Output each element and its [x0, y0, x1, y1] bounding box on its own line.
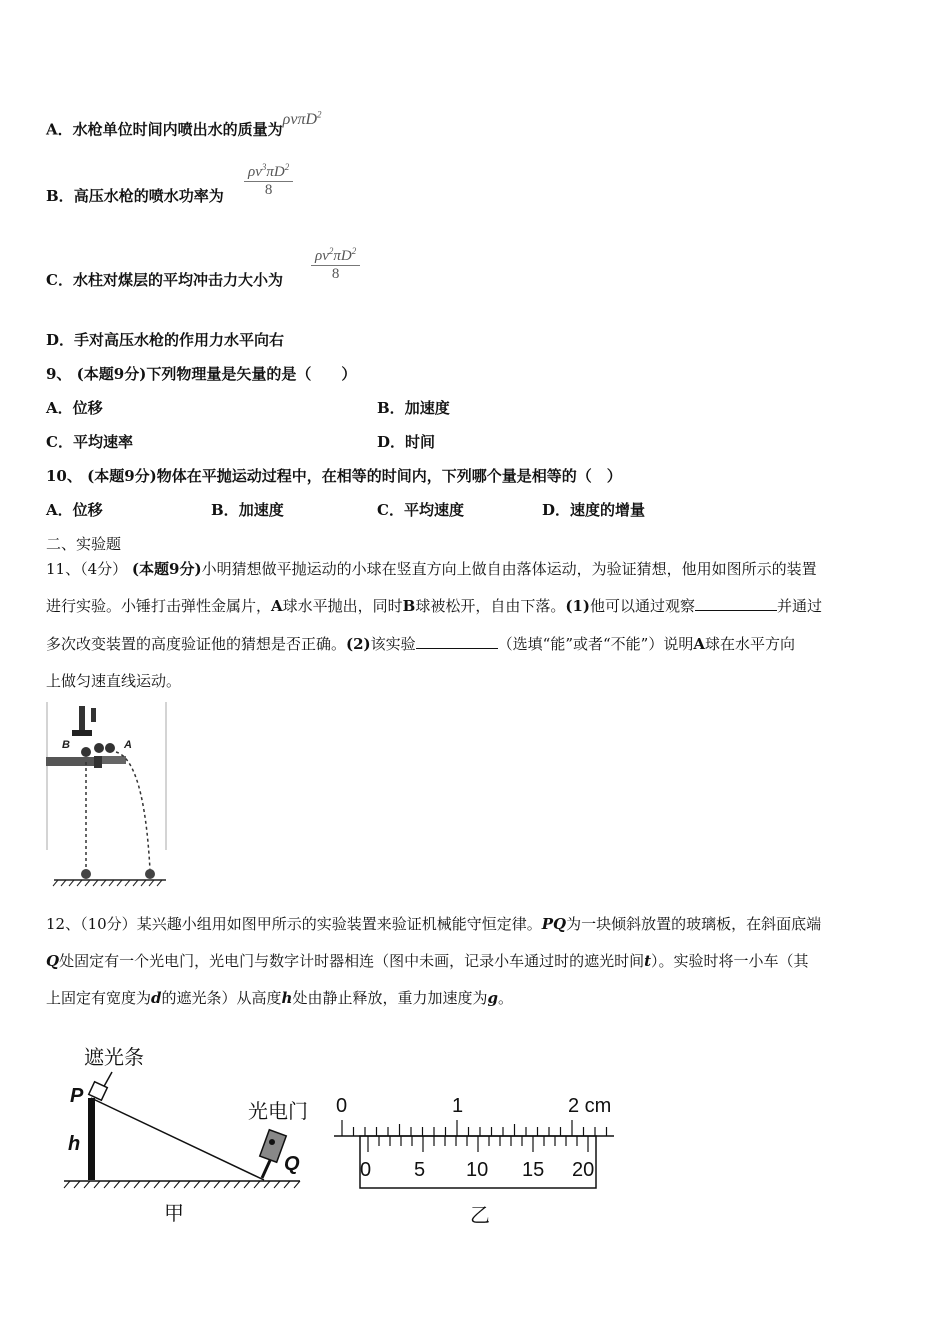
label-shading-strip: 遮光条: [84, 1047, 144, 1069]
vernier-label-0: 0: [360, 1159, 372, 1181]
q10-option-d: D．速度的增量: [542, 501, 646, 519]
section-title: 二、实验题: [46, 535, 122, 553]
q9-option-d: D．时间: [377, 433, 436, 451]
q11-line-4: 上做匀速直线运动。: [46, 672, 182, 690]
incline-figure-jia: [60, 1038, 310, 1228]
q8-option-a: A．水枪单位时间内喷出水的质量为ρvπD$^2$: [46, 110, 322, 139]
q11-line-1: 11、（4分） (本题9分)小明猜想做平抛运动的小球在竖直方向上做自由落体运动，为验证猜想，他用如图所示的装置: [46, 560, 817, 578]
vernier-label-5: 5: [414, 1159, 426, 1181]
q12-line-3: 上固定有宽度为d的遮光条）从高度h处由静止释放，重力加速度为g。: [46, 989, 513, 1007]
label-q: Q: [284, 1153, 300, 1175]
ball-a: [105, 743, 115, 753]
q9-option-c: C．平均速率: [46, 433, 133, 451]
label-a: A: [124, 739, 132, 751]
q11-line-3: 多次改变装置的高度验证他的猜想是否正确。(2)该实验 （选填“能”或者“不能”）说明A球在水平方向: [46, 635, 796, 653]
main-scale-2: 2 cm: [568, 1095, 612, 1117]
q8-option-d: D．手对高压水枪的作用力水平向右: [46, 331, 285, 349]
ball-b: [81, 747, 91, 757]
option-c-formula: $\frac{\rho v^2\pi D^2}{8}$: [311, 246, 360, 283]
photogate-device: [260, 1130, 286, 1162]
vernier-label-20: 20: [572, 1159, 595, 1181]
caption-jia: 甲: [164, 1203, 184, 1225]
vernier-caliper-figure-yi: [330, 1088, 630, 1228]
q10-option-a: A．位移: [46, 501, 103, 519]
label-p: P: [70, 1085, 84, 1107]
label-b: B: [62, 739, 70, 751]
q9-option-a: A．位移: [46, 399, 103, 417]
main-scale-1: 1: [452, 1095, 464, 1117]
q12-line-1: 12、（10分）某兴趣小组用如图甲所示的实验装置来验证机械能守恒定律。PQ为一块倾斜放置的玻璃板，在斜面底端: [46, 915, 822, 933]
q11-line-2: 进行实验。小锤打击弹性金属片，A球水平抛出，同时B球被松开，自由下落。(1)他可以通过观察 并通过: [46, 597, 823, 615]
q10-option-c: C．平均速度: [377, 501, 464, 519]
main-scale-0: 0: [336, 1095, 348, 1117]
projectile-apparatus-figure: [44, 700, 170, 890]
option-b-formula: $\frac{\rho v^3\pi D^2}{8}$: [244, 162, 293, 199]
caption-yi: 乙: [470, 1205, 490, 1227]
option-a-formula: ρvπD$^2$: [282, 110, 322, 129]
answer-blank-1[interactable]: [695, 596, 777, 611]
q8-option-b: B．高压水枪的喷水功率为: [46, 187, 224, 205]
q9-option-b: B．加速度: [377, 399, 450, 417]
answer-blank-2[interactable]: [416, 634, 498, 649]
q10-option-b: B．加速度: [211, 501, 284, 519]
label-photogate: 光电门: [248, 1101, 308, 1123]
q8-option-c: C．水柱对煤层的平均冲击力大小为: [46, 271, 283, 289]
vernier-label-15: 15: [522, 1159, 545, 1181]
q12-line-2: Q处固定有一个光电门，光电门与数字计时器相连（图中未画，记录小车通过时的遮光时间t）。实验时将一小车（其: [46, 952, 809, 970]
label-h: h: [68, 1133, 81, 1155]
q10-stem: 10、 (本题9分)物体在平抛运动过程中，在相等的时间内，下列哪个量是相等的（ ）: [46, 467, 622, 485]
q9-stem: 9、 (本题9分)下列物理量是矢量的是（ ）: [46, 365, 357, 383]
vernier-label-10: 10: [466, 1159, 489, 1181]
